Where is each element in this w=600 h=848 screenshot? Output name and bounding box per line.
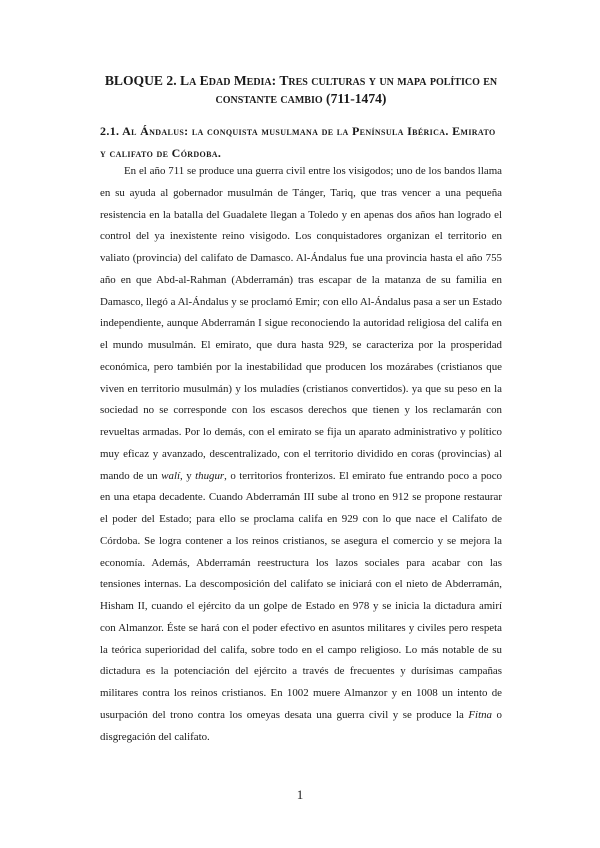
- section-heading: 2.1. Al Ándalus: la conquista musulmana de la Península Ibérica. Emirato y califato de Córdoba.: [100, 124, 496, 160]
- page-number: 1: [296, 787, 304, 802]
- term-thugur: thugur: [195, 469, 225, 482]
- paragraph-text-2: , y: [180, 469, 196, 482]
- paragraph-text-4: o disgregación del califato.: [100, 708, 502, 743]
- paragraph-text-3: , o territorios fronterizos. El emirato fue entrando poco a poco en una etapa decadente. Cuando Abderramán III sube al trono en 912 se propone restaurar el poder del Estado; para ello se proclama califa en 929 con lo que nace el Califato de Córdoba. Se logra contener a los reinos cristianos, se asegura el comercio y se mejora la economía. Además, Abderramán reestructura los lazos sociales para acabar con las tensiones internas. La descomposición del califato se iniciará con el nieto de Abderramán, Hisham II, cuando el ejército da un golpe de Estado en 978 y se inicia la dictadura amirí con Almanzor. Éste se hará con el poder efectivo en asuntos militares y civiles pero respeta la teórica superioridad del califa, sobre todo en el campo religioso. Lo más notable de su dictadura es la potenciación del ejército a través de frecuentes y durísimas campañas militares contra los reinos cristianos. En 1002 muere Almanzor y en 1008 un intento de usurpación del trono contra los omeyas desata una guerra civil y se produce la: [100, 469, 502, 721]
- term-fitna: Fitna: [468, 708, 492, 721]
- document-title: [100, 72, 502, 108]
- title-date-range: (711-1474): [322, 91, 387, 106]
- title-block-label: BLOQUE 2.: [104, 73, 180, 88]
- title-subject: La Edad Media: Tres culturas y un mapa político en constante cambio: [180, 73, 498, 106]
- paragraph-text-1: En el año 711 se produce una guerra civil entre los visigodos; uno de los bandos llama en su ayuda al gobernador musulmán de Tánger, Tariq, que tras vencer a una pequeña resistencia en la batalla del Guadalete llegan a Toledo y en apenas dos años han logrado el control del ya inexistente reino visigodo. Los conquistadores organizan el territorio en valiato (provincia) del califato de Damasco. Al-Ándalus fue una provincia hasta el año 755 año en que Abd-al-Rahman (Abderramán) tras escapar de la matanza de su familia en Damasco, llegó a Al-Ándalus y se proclamó Emir; con ello Al-Ándalus pasa a ser un Estado independiente, aunque Abderramán I sigue reconociendo la autoridad religiosa del califa en el mundo musulmán. El emirato, que dura hasta 929, se caracteriza por la prosperidad económica, pero también por la inestabilidad que producen los mozárabes (cristianos que viven en territorio musulmán) y los muladíes (cristianos convertidos). ya que su peso en la sociedad no se corresponde con los escasos derechos que tienen y los reclamarán con revueltas armadas. Por lo demás, con el emirato se fija un aparato administrativo y político muy eficaz y avanzado, descentralizado, con el territorio dividido en coras (provincias) al mando de un: [100, 165, 502, 482]
- body-paragraph: [100, 161, 502, 748]
- term-wali: walí: [161, 469, 180, 482]
